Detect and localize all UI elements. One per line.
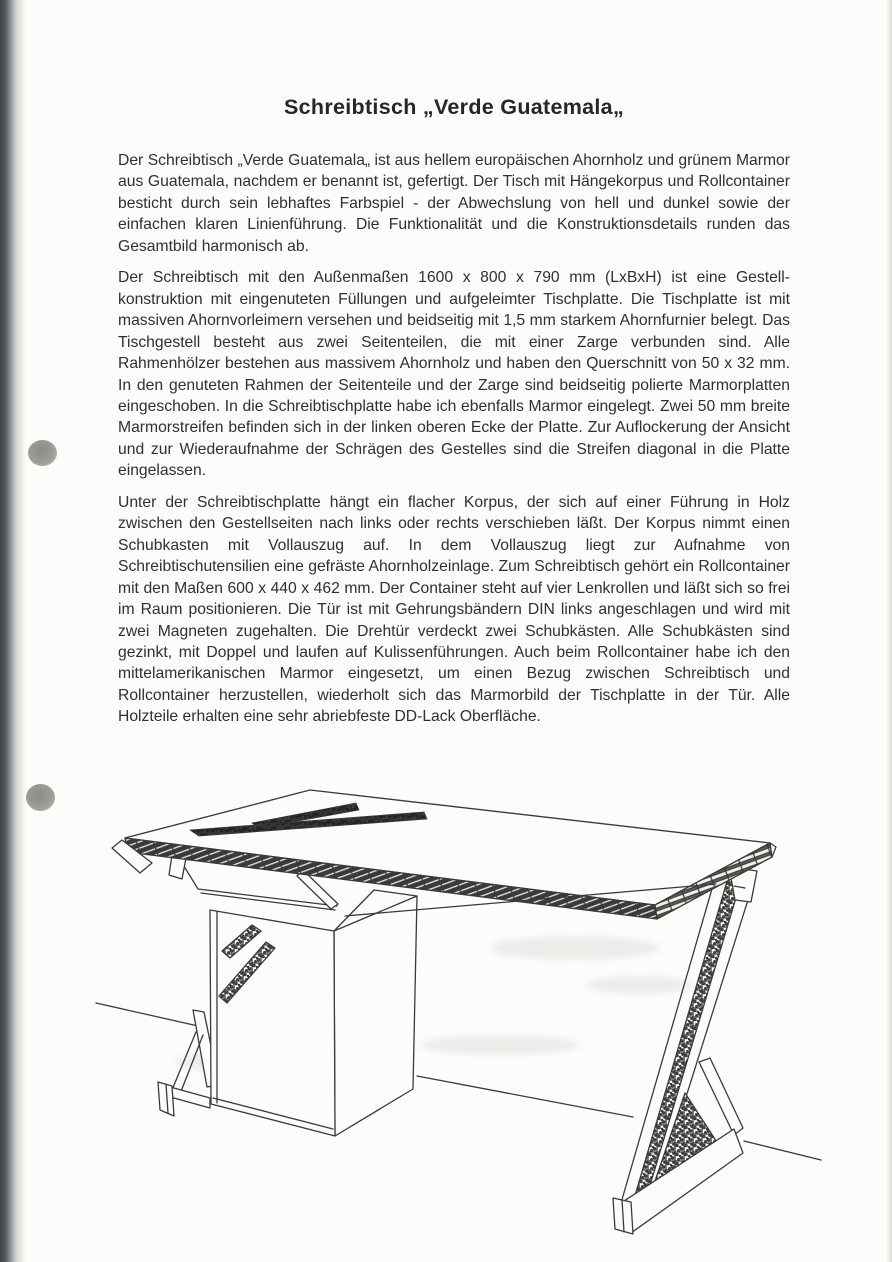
paragraph-korpus-rollcontainer: Unter der Schreibtischplatte hängt ein flacher Korpus, der sich auf einer Führung in Holz zwischen den Gestellseiten nach links oder rechts verschieben läßt. Der Korpus nimmt einen Schubkasten mit Vollauszug auf. In dem Vollauszug liegt zur Aufnahme von Schreibtischutensilien eine gefräste Ahornholzeinlage. Zum Schreibtisch gehört ein Rollcontainer mit den Maßen 600 x 440 x 462 mm. Der Container steht auf vier Lenkrollen und läßt sich so frei im Raum positionieren. Die Tür ist mit Gehrungsbändern DIN links angeschlagen und wird mit zwei Magneten zugehalten. Die Drehtür verdeckt zwei Schubkästen. Alle Schubkästen sind gezinkt, mit Doppel und laufen auf Kulissenführungen. Auch beim Rollcontainer habe ich den mittelamerikanischen Marmor eingesetzt, um einen Bezug zwischen Schreibtisch und Rollcontainer herzustellen, wiederholt sich das Marmorbild der Tischplatte in der Tür. Alle Holzteile erhalten eine sehr abriebfeste DD-Lack Oberfläche. (118, 493, 790, 726)
rollcontainer-front (334, 896, 417, 1136)
right-leg (613, 867, 757, 1234)
paragraph-intro: Der Schreibtisch „Verde Guatemala„ ist aus hellem europäischen Ahornholz und grünem Marmor aus Guatemala, nachdem er benannt ist, gefertigt. Der Tisch mit Hängekorpus und Rollcontainer besticht durch sein lebhaftes Farbspiel - der Abwechslung von hell und dunkel sowie der einfachen klaren Linienführung. Die Funktionalität und die Konstruktionsdetails runden das Gesamtbild harmonisch ab. (118, 152, 790, 255)
right-leg-brace (699, 1058, 743, 1135)
page-title: Schreibtisch „Verde Guatemala„ (284, 95, 624, 119)
paragraph-construction: Der Schreibtisch mit den Außenmaßen 1600 x 800 x 790 mm (LxBxH) ist eine Gestell-konstruktion mit eingenuteten Füllungen und aufgeleimter Tischplatte. Die Tischplatte ist mit massiven Ahornvorleimern versehen und beidseitig mit 1,5 mm starkem Ahornfurnier belegt. Das Tischgestell besteht aus zwei Seitenteilen, die mit einer Zarge verbunden sind. Alle Rahmenhölzer bestehen aus massivem Ahornholz und haben den Querschnitt von 50 x 32 mm. In den genuteten Rahmen der Seitenteile und der Zarge sind beidseitig polierte Marmorplatten eingeschoben. In die Schreibtischplatte habe ich ebenfalls Marmor eingelegt. Zwei 50 mm breite Marmorstreifen befinden sich in der linken oberen Ecke der Platte. Zur Auflockerung der Ansicht und zur Wiederaufnahme der Schrägen des Gestelles sind die Streifen diagonal in die Platte eingelassen. (118, 269, 790, 480)
tabletop (112, 790, 776, 919)
rollcontainer (210, 890, 417, 1136)
